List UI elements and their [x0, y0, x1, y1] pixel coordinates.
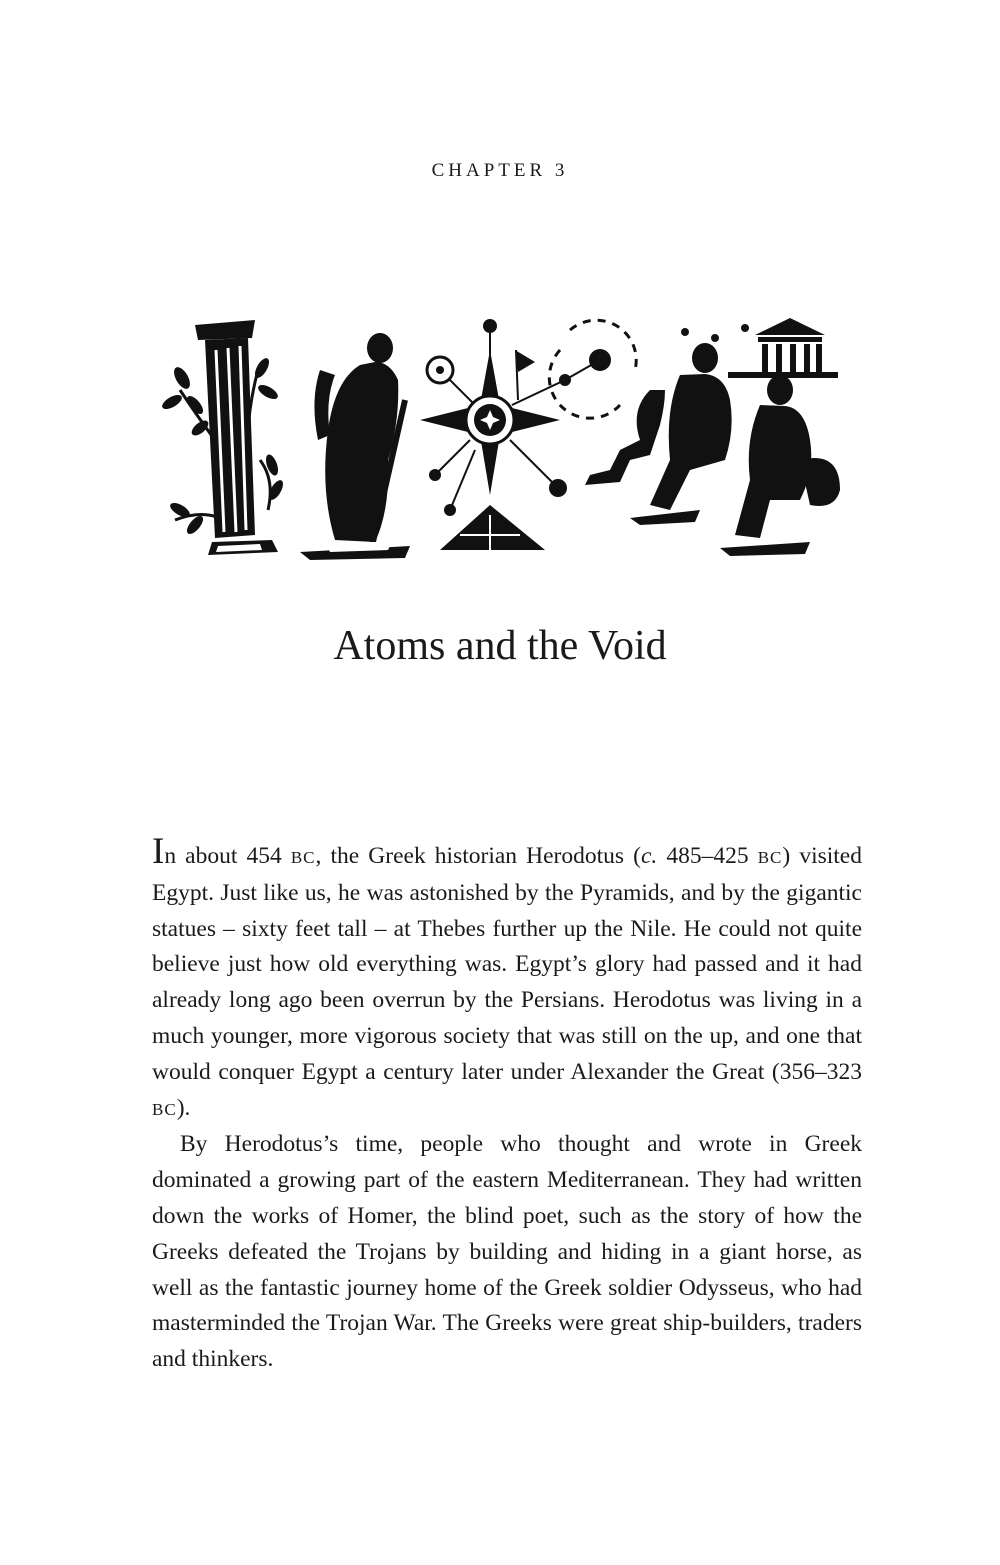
column-icon: [160, 320, 286, 555]
philosopher-icon: [300, 333, 410, 560]
compass-icon: [420, 319, 636, 550]
drop-cap: I: [152, 831, 165, 872]
text-run: ).: [176, 1094, 191, 1121]
era-abbrev: BC: [290, 848, 316, 867]
circa-abbrev: c.: [640, 843, 658, 869]
paragraph-2: By Herodotus’s time, people who thought and wrote in Greek dominated a growing part of the eastern Mediterranean. They had written down the works of Homer, the blind poet, such as the story of how the Greeks defeated the Trojans by building and hiding in a giant horse, as well as the fantastic journey home of the Greek soldier Odysseus, who had masterminded the Trojan War. The Greeks were great ship-builders, traders and thinkers.: [152, 1131, 862, 1373]
chapter-title: Atoms and the Void: [333, 623, 667, 669]
era-abbrev: BC: [152, 1099, 177, 1119]
text-run: , the Greek historian Herodotus (: [315, 843, 641, 869]
text-run: 485–425: [657, 843, 758, 869]
paragraph-1: [152, 833, 862, 1127]
chapter-illustration: [160, 310, 850, 570]
text-run: n about 454: [164, 843, 291, 869]
body-text: [152, 833, 862, 1378]
seated-philosophers-icon: [585, 318, 840, 556]
era-abbrev: BC: [757, 848, 783, 867]
text-run: ) visited Egypt. Just like us, he was astonished by the Pyramids, and by the gigantic statues – sixty feet tall – at Thebes further up the Nile. He could not quite believe just how old everything was. Egypt’s glory had passed and it had already long ago been overrun by the Persians. Herodotus was living in a much younger, more vigorous society that was still on the up, and one that would conquer Egypt a century later under Alexander the Great (356–323: [152, 843, 862, 1085]
chapter-label: CHAPTER 3: [431, 160, 569, 181]
